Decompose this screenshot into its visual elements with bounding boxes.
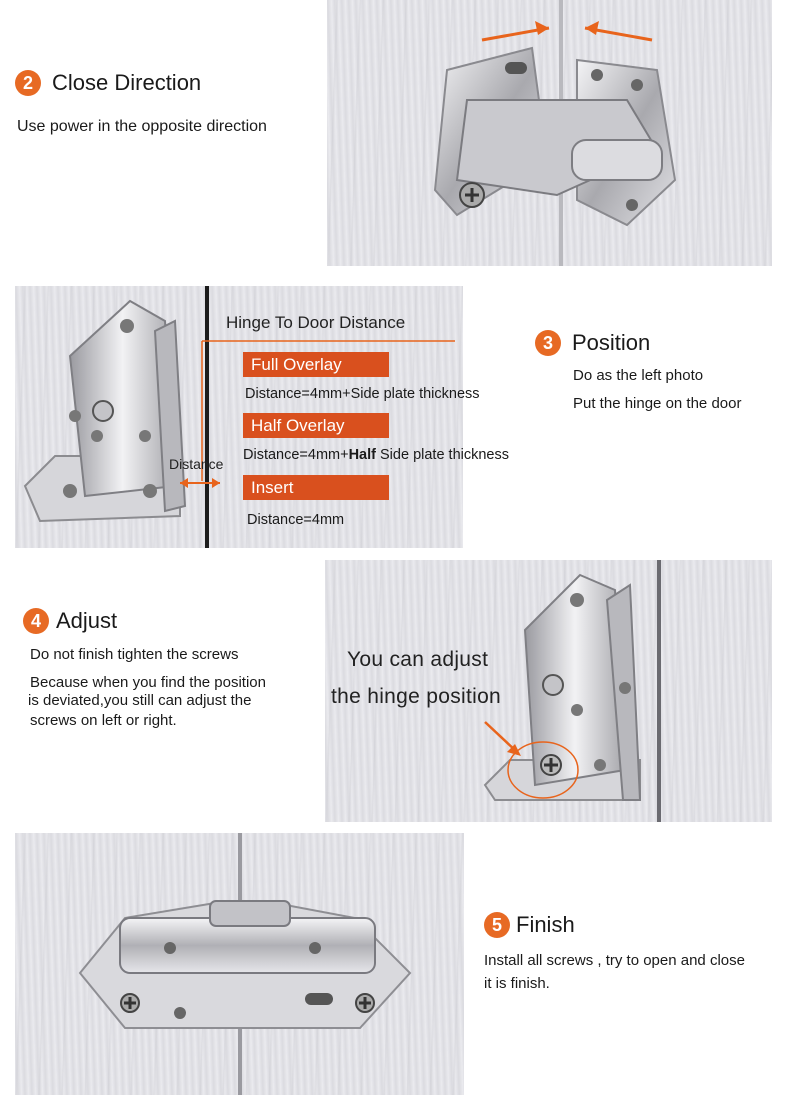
insert-text: Distance=4mm: [247, 512, 345, 528]
adjust-photo-line-1: You can adjust: [347, 648, 489, 671]
half-overlay-label: Half Overlay: [243, 413, 389, 438]
finish-line-2: it is finish.: [484, 975, 550, 992]
adjust-para-1: Because when you find the position: [30, 674, 266, 691]
adjust-para-3: screws on left or right.: [30, 712, 177, 729]
adjust-photo: [325, 560, 772, 822]
finish-photo: [15, 833, 464, 1095]
full-overlay-label: Full Overlay: [243, 352, 389, 377]
position-title: Position: [572, 330, 651, 355]
insert-label: Insert: [243, 475, 389, 500]
position-photo: [15, 286, 509, 548]
step-3-badge: 3: [535, 330, 561, 356]
step-2-badge: 2: [15, 70, 41, 96]
full-overlay-text: Distance=4mm+Side plate thickness: [245, 386, 480, 402]
hinge-illustration: [327, 0, 772, 266]
adjust-para-2: is deviated,you still can adjust the: [28, 692, 252, 709]
half-overlay-text: Distance=4mm+Half Side plate thickness: [243, 447, 509, 463]
distance-heading: Hinge To Door Distance: [226, 313, 406, 332]
step-5-badge: 5: [484, 912, 510, 938]
close-direction-text: Use power in the opposite direction: [17, 118, 267, 135]
finish-title: Finish: [516, 912, 575, 937]
position-line-2: Put the hinge on the door: [573, 395, 742, 412]
close-direction-title: Close Direction: [52, 70, 202, 95]
adjust-title: Adjust: [56, 608, 118, 633]
finish-line-1: Install all screws , try to open and close: [484, 952, 745, 969]
step-4-badge: 4: [23, 608, 49, 634]
position-line-1: Do as the left photo: [573, 367, 704, 384]
adjust-line-1: Do not finish tighten the screws: [30, 646, 239, 663]
distance-label: Distance: [169, 456, 224, 472]
close-direction-photo: [327, 0, 772, 266]
hinge-closed-illustration: [15, 833, 464, 1095]
adjust-photo-line-2: the hinge position: [331, 685, 502, 708]
